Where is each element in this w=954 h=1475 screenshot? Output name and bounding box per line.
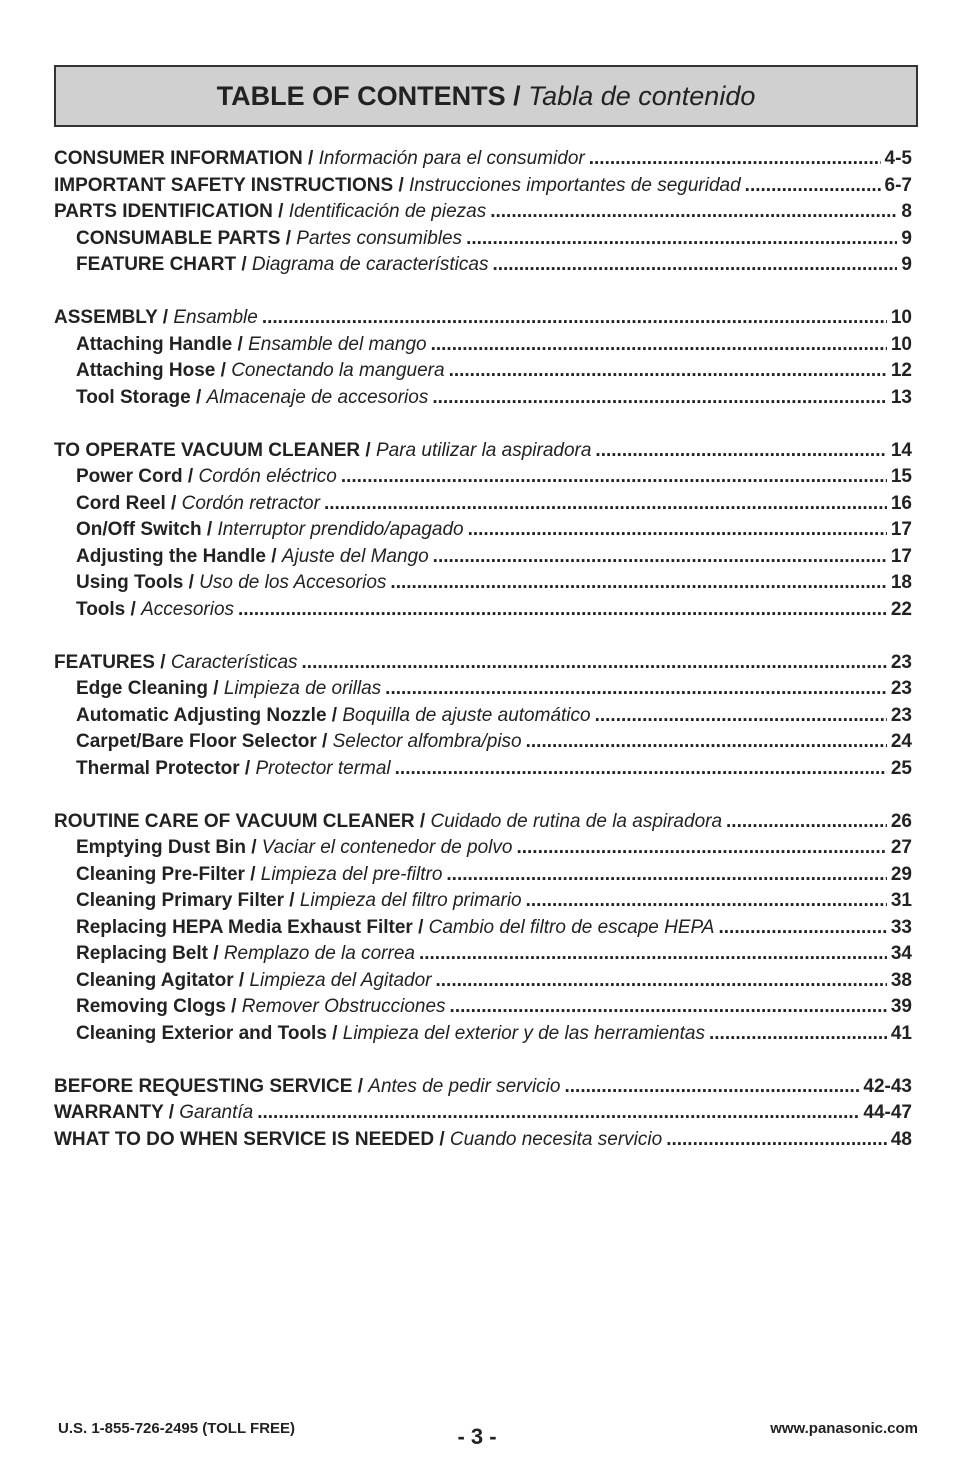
toc-section [54,305,912,411]
entry-title-english: Replacing Belt / [76,943,219,964]
toc-entry [54,809,912,836]
entry-page-number: 33 [890,916,912,938]
entry-title-spanish: Remplazo de la correa [223,943,415,964]
entry-page-number: 12 [890,360,912,381]
entry-label [76,968,432,995]
toc-section [54,809,912,1048]
entry-page-number: 10 [890,307,912,328]
entry-page-number: 9 [901,254,912,275]
entry-title-spanish: Almacenaje de accesorios [206,386,429,408]
entry-title-english: ROUTINE CARE OF VACUUM CLEANER / [54,810,426,832]
entry-title-spanish: Partes consumibles [296,227,463,249]
dot-leader [564,1074,859,1101]
entry-label [76,756,391,783]
entry-page-number: 39 [890,996,912,1017]
entry-label [54,199,486,226]
toc-section [54,1074,912,1154]
entry-title-spanish: Limpieza del pre-filtro [260,863,443,885]
entry-label [76,517,464,544]
entry-title-english: TO OPERATE VACUUM CLEANER / [54,439,371,461]
entry-title-english: Carpet/Bare Floor Selector / [76,731,328,752]
entry-label [54,650,298,677]
dot-leader [395,756,887,783]
entry-title-english: Replacing HEPA Media Exhaust Filter / [76,916,424,938]
entry-title-spanish: Cuidado de rutina de la aspiradora [430,810,723,832]
toc-subentry [54,226,912,253]
title-spanish: Tabla de contenido [528,80,756,111]
entry-title-spanish: Limpieza del filtro primario [299,890,522,911]
entry-page-number: 13 [890,386,912,408]
entry-page-number: 27 [890,837,912,858]
entry-page-number: 31 [890,890,912,911]
dot-leader [449,358,887,385]
dot-leader [726,809,887,836]
entry-label [76,226,462,253]
entry-label [76,994,446,1021]
dot-leader [450,994,887,1021]
toc-subentry [54,358,912,385]
dot-leader [492,252,897,279]
dot-leader [302,650,887,677]
toc-subentry [54,835,912,862]
entry-page-number: 22 [890,598,912,620]
entry-label [76,941,415,968]
entry-title-english: Cord Reel / [76,492,177,514]
entry-title-english: Thermal Protector / [76,757,251,779]
entry-label [76,464,337,491]
entry-page-number: 10 [890,333,912,355]
toc-subentry [54,888,912,915]
entry-label [76,676,381,703]
entry-title-english: CONSUMABLE PARTS / [76,227,291,249]
dot-leader [709,1021,887,1048]
toc-subentry [54,597,912,624]
entry-page-number: 17 [890,519,912,540]
toc-subentry [54,464,912,491]
entry-title-spanish: Ensamble del mango [248,333,427,355]
toc-subentry [54,570,912,597]
dot-leader [526,888,887,915]
entry-title-english: IMPORTANT SAFETY INSTRUCTIONS / [54,174,404,196]
entry-page-number: 38 [890,969,912,991]
entry-page-number: 34 [890,943,912,964]
entry-page-number: 18 [890,572,912,593]
entry-title-spanish: Cuando necesita servicio [449,1128,663,1150]
entry-title-spanish: Vaciar el contenedor de polvo [261,837,513,858]
entry-title-english: Automatic Adjusting Nozzle / [76,704,338,726]
dot-leader [589,146,881,173]
toll-free-phone: U.S. 1-855-726-2495 (TOLL FREE) [58,1420,296,1437]
entry-title-english: Cleaning Primary Filter / [76,890,295,911]
entry-title-spanish: Información para el consumidor [318,148,585,169]
entry-title-english: ASSEMBLY / [54,307,169,328]
entry-page-number: 23 [890,678,912,699]
entry-title-spanish: Ajuste del Mango [281,545,429,567]
entry-page-number: 16 [890,492,912,514]
entry-page-number: 24 [890,731,912,752]
entry-label [54,146,585,173]
entry-page-number: 23 [890,651,912,673]
title-english: TABLE OF CONTENTS / [216,80,521,111]
toc-section [54,438,912,624]
toc-entry [54,199,912,226]
entry-page-number: 6-7 [884,174,912,196]
entry-title-spanish: Características [170,651,298,673]
entry-page-number: 14 [890,439,912,461]
entry-title-english: PARTS IDENTIFICATION / [54,201,284,222]
entry-page-number: 17 [890,545,912,567]
entry-label [76,703,591,730]
toc-subentry [54,1021,912,1048]
entry-page-number: 8 [901,201,912,222]
entry-label [54,1074,560,1101]
entry-title-english: Cleaning Agitator / [76,969,245,991]
dot-leader [719,915,887,942]
entry-label [54,809,722,836]
toc-entry [54,305,912,332]
entry-title-english: FEATURES / [54,651,166,673]
entry-label [76,332,427,359]
dot-leader [390,570,886,597]
entry-page-number: 25 [890,757,912,779]
entry-title-english: Tools / [76,598,136,620]
table-of-contents [54,146,912,1180]
dot-leader [436,968,887,995]
entry-title-spanish: Limpieza de orillas [223,678,382,699]
entry-title-english: Adjusting the Handle / [76,545,277,567]
entry-title-english: WARRANTY / [54,1102,174,1123]
entry-title-spanish: Uso de los Accesorios [199,572,387,593]
entry-page-number: 23 [890,704,912,726]
entry-title-spanish: Accesorios [141,598,235,620]
entry-title-spanish: Identificación de piezas [288,201,487,222]
toc-subentry [54,544,912,571]
entry-title-english: BEFORE REQUESTING SERVICE / [54,1075,363,1097]
entry-title-spanish: Antes de pedir servicio [368,1075,561,1097]
dot-leader [466,226,897,253]
toc-section [54,146,912,279]
entry-page-number: 9 [901,227,912,249]
toc-subentry [54,756,912,783]
entry-label [54,173,741,200]
entry-label [76,915,715,942]
page-title [54,65,918,127]
entry-title-spanish: Cambio del filtro de escape HEPA [428,916,715,938]
entry-title-english: Removing Clogs / [76,996,237,1017]
dot-leader [419,941,887,968]
website-url: www.panasonic.com [770,1420,918,1437]
entry-label [76,252,488,279]
page-number: - 3 - [457,1424,497,1449]
dot-leader [385,676,887,703]
entry-title-english: Cleaning Exterior and Tools / [76,1022,338,1044]
dot-leader [490,199,897,226]
entry-label [76,385,428,412]
entry-title-spanish: Instrucciones importantes de seguridad [409,174,741,196]
toc-subentry [54,517,912,544]
entry-page-number: 4-5 [884,148,912,169]
entry-title-spanish: Diagrama de características [251,254,489,275]
dot-leader [446,862,886,889]
entry-title-spanish: Ensamble [173,307,258,328]
toc-entry [54,438,912,465]
entry-label [76,1021,705,1048]
entry-label [54,1100,253,1127]
entry-label [76,597,234,624]
entry-page-number: 15 [890,466,912,487]
toc-entry [54,1100,912,1127]
toc-subentry [54,862,912,889]
toc-subentry [54,252,912,279]
entry-label [76,888,522,915]
entry-label [76,835,512,862]
dot-leader [468,517,887,544]
entry-label [54,1127,662,1154]
entry-title-spanish: Remover Obstrucciones [241,996,446,1017]
toc-subentry [54,332,912,359]
entry-title-english: Attaching Handle / [76,333,243,355]
entry-title-spanish: Garantía [179,1102,254,1123]
entry-title-english: Attaching Hose / [76,360,226,381]
entry-title-english: FEATURE CHART / [76,254,247,275]
entry-label [76,491,320,518]
toc-entry [54,650,912,677]
toc-entry [54,146,912,173]
entry-title-spanish: Selector alfombra/piso [332,731,522,752]
toc-subentry [54,676,912,703]
entry-page-number: 44-47 [863,1102,912,1123]
dot-leader [341,464,887,491]
toc-subentry [54,385,912,412]
dot-leader [745,173,881,200]
dot-leader [433,544,887,571]
entry-title-english: Power Cord / [76,466,194,487]
entry-label [54,305,258,332]
entry-label [76,570,386,597]
dot-leader [595,703,887,730]
entry-page-number: 29 [890,863,912,885]
entry-title-english: CONSUMER INFORMATION / [54,148,314,169]
entry-title-spanish: Cordón eléctrico [198,466,337,487]
entry-title-spanish: Cordón retractor [181,492,320,514]
entry-title-english: On/Off Switch / [76,519,213,540]
dot-leader [526,729,887,756]
toc-section [54,650,912,783]
entry-title-spanish: Conectando la manguera [231,360,445,381]
entry-label [76,358,445,385]
entry-page-number: 42-43 [863,1075,912,1097]
dot-leader [324,491,887,518]
entry-title-spanish: Protector termal [255,757,391,779]
toc-subentry [54,968,912,995]
toc-subentry [54,703,912,730]
toc-entry [54,1127,912,1154]
dot-leader [257,1100,859,1127]
entry-title-spanish: Para utilizar la aspiradora [375,439,592,461]
toc-subentry [54,994,912,1021]
entry-page-number: 48 [890,1128,912,1150]
entry-title-spanish: Boquilla de ajuste automático [342,704,591,726]
entry-title-english: Tool Storage / [76,386,202,408]
toc-entry [54,173,912,200]
entry-title-spanish: Limpieza del Agitador [249,969,432,991]
toc-entry [54,1074,912,1101]
entry-title-spanish: Interruptor prendido/apagado [217,519,464,540]
entry-title-english: Cleaning Pre-Filter / [76,863,256,885]
entry-title-spanish: Limpieza del exterior y de las herramientas [342,1022,705,1044]
dot-leader [595,438,886,465]
entry-label [54,438,591,465]
entry-page-number: 41 [890,1022,912,1044]
entry-title-english: WHAT TO DO WHEN SERVICE IS NEEDED / [54,1128,445,1150]
dot-leader [238,597,887,624]
entry-label [76,729,522,756]
dot-leader [666,1127,887,1154]
toc-subentry [54,915,912,942]
dot-leader [516,835,886,862]
toc-subentry [54,729,912,756]
dot-leader [431,332,887,359]
dot-leader [432,385,887,412]
entry-label [76,862,442,889]
entry-title-english: Edge Cleaning / [76,678,219,699]
toc-subentry [54,491,912,518]
entry-title-english: Emptying Dust Bin / [76,837,257,858]
entry-label [76,544,429,571]
entry-page-number: 26 [890,810,912,832]
toc-subentry [54,941,912,968]
dot-leader [262,305,887,332]
entry-title-english: Using Tools / [76,572,194,593]
